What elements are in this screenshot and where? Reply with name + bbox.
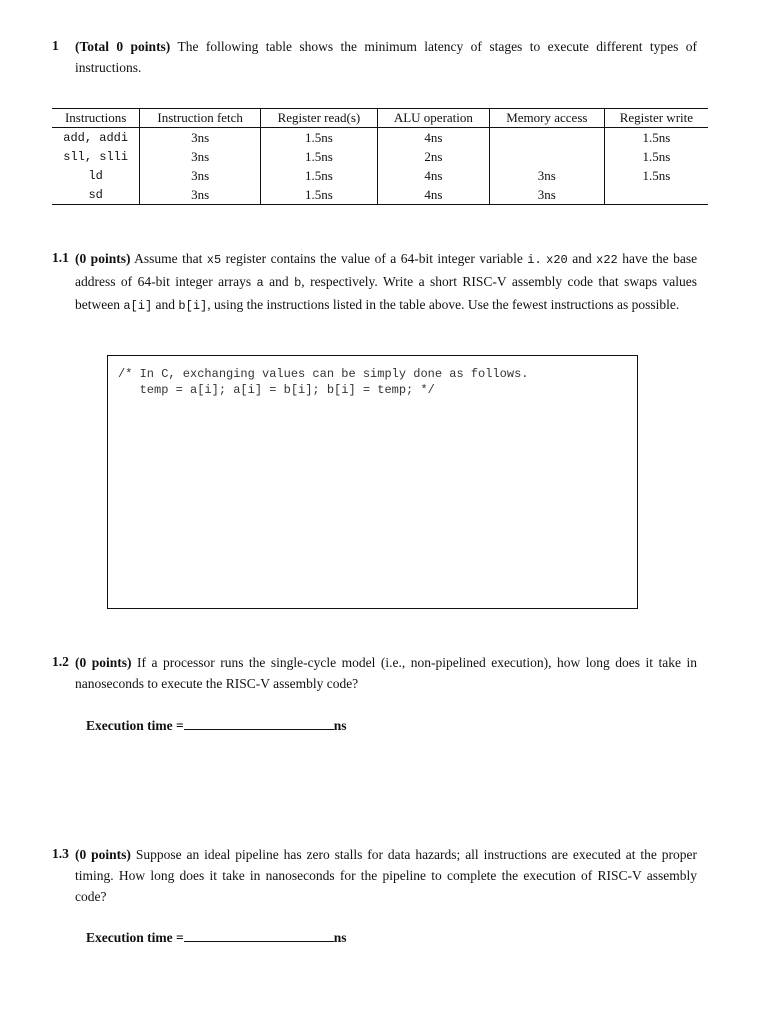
- latency-table: [52, 108, 708, 205]
- latency-cell: 2ns: [377, 147, 489, 166]
- latency-cell: [489, 147, 604, 166]
- code: b[i]: [178, 299, 208, 313]
- column-header: Memory access: [489, 109, 604, 128]
- latency-cell: 1.5ns: [261, 128, 378, 148]
- question-1-1-text: [75, 248, 697, 317]
- latency-cell: [489, 128, 604, 148]
- code-comment: /* In C, exchanging values can be simply done as follows. temp = a[i]; a[i] = b[i]; b[i] = temp; */: [118, 367, 529, 397]
- answer-label: Execution time =: [86, 930, 184, 945]
- text: and: [269, 274, 289, 289]
- text: , using the instructions listed in the table above. Use the fewest instructions as possible.: [207, 297, 680, 312]
- answer-blank[interactable]: [184, 717, 334, 730]
- instruction-cell: ld: [88, 168, 103, 183]
- question-body: The following table shows the minimum latency of stages to execute different types of instructions.: [75, 39, 697, 75]
- question-number: 1.1: [52, 250, 69, 265]
- code: a: [256, 276, 264, 290]
- answer-code-box[interactable]: [107, 355, 638, 609]
- question-1-3-text: [75, 844, 697, 907]
- latency-cell: 4ns: [377, 185, 489, 205]
- answer-line-1-2: [86, 717, 346, 734]
- latency-cell: 3ns: [140, 166, 261, 185]
- unit: ns: [333, 930, 347, 945]
- code: b: [294, 276, 302, 290]
- question-1-text: [75, 36, 697, 78]
- answer-label: Execution time =: [86, 718, 184, 733]
- column-header: Register read(s): [261, 109, 378, 128]
- unit: ns: [333, 718, 347, 733]
- latency-cell: 3ns: [140, 128, 261, 148]
- text: have the base address of 64-bit integer arrays: [75, 251, 698, 289]
- table-header-row: [52, 109, 708, 128]
- column-header: ALU operation: [377, 109, 489, 128]
- latency-cell: 1.5ns: [604, 166, 708, 185]
- question-number: 1.3: [52, 846, 69, 861]
- code: a[i]: [123, 299, 153, 313]
- latency-cell: 1.5ns: [261, 147, 378, 166]
- points: (Total 0 points): [75, 39, 171, 54]
- question-number: 1: [52, 38, 59, 53]
- latency-cell: 1.5ns: [604, 147, 708, 166]
- column-header: Register write: [604, 109, 708, 128]
- code: x22: [596, 253, 618, 267]
- table-row: [52, 185, 708, 205]
- latency-cell: 4ns: [377, 166, 489, 185]
- instruction-cell: add, addi: [63, 130, 129, 145]
- text: and: [572, 251, 592, 266]
- code: i.: [527, 253, 542, 267]
- code: x5: [206, 253, 222, 267]
- column-header: Instruction fetch: [140, 109, 261, 128]
- question-number: 1.2: [52, 654, 69, 669]
- latency-cell: 3ns: [489, 185, 604, 205]
- latency-cell: 4ns: [377, 128, 489, 148]
- column-header: Instructions: [52, 109, 140, 128]
- instruction-cell: sd: [88, 187, 103, 202]
- text: , respectively. Write a short RISC-V assembly code that swaps values between: [75, 274, 697, 312]
- latency-cell: 3ns: [489, 166, 604, 185]
- latency-cell: 3ns: [140, 147, 261, 166]
- question-body: Suppose an ideal pipeline has zero stalls for data hazards; all instructions are executed at the proper timing. How long does it take in nanoseconds for the pipeline to complete the execution of RISC-V assembly code?: [75, 847, 697, 904]
- points: (0 points): [75, 847, 131, 862]
- latency-cell: 1.5ns: [261, 166, 378, 185]
- latency-cell: 3ns: [140, 185, 261, 205]
- table-row: [52, 128, 708, 148]
- text: register contains the value of a 64-bit integer variable: [225, 251, 523, 266]
- instruction-cell: sll, slli: [63, 149, 129, 164]
- table-row: [52, 166, 708, 185]
- question-1-2-text: [75, 652, 697, 694]
- latency-cell: 1.5ns: [604, 128, 708, 148]
- table-row: [52, 147, 708, 166]
- question-body: If a processor runs the single-cycle model (i.e., non-pipelined execution), how long does it take in nanoseconds to execute the RISC-V assembly code?: [75, 655, 697, 691]
- text: Assume that: [134, 251, 203, 266]
- points: (0 points): [75, 655, 132, 670]
- text: and: [155, 297, 176, 312]
- answer-blank[interactable]: [184, 929, 334, 942]
- latency-cell: [604, 185, 708, 205]
- answer-line-1-3: [86, 929, 346, 946]
- latency-cell: 1.5ns: [261, 185, 378, 205]
- code: x20: [546, 253, 568, 267]
- points: (0 points): [75, 251, 131, 266]
